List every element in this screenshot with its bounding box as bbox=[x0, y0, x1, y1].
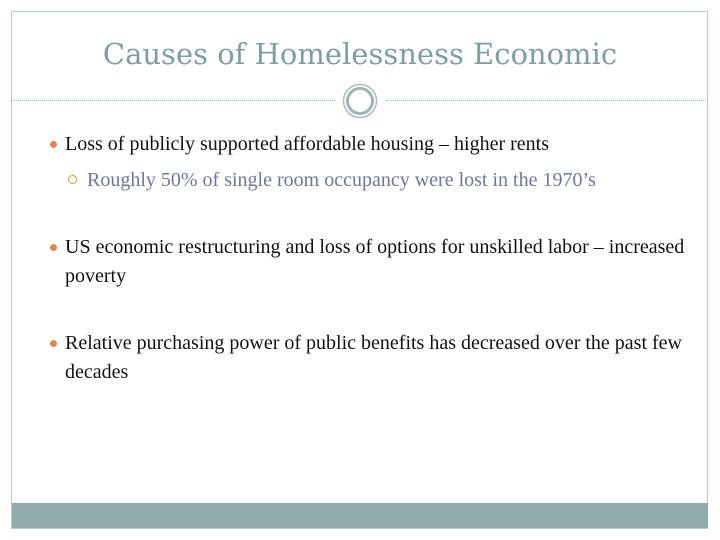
bullet-text: Loss of publicly supported affordable housing – higher rents bbox=[65, 133, 549, 155]
spacer bbox=[48, 195, 698, 233]
title-divider-right bbox=[386, 100, 708, 101]
bullet-dot-icon bbox=[50, 244, 57, 251]
sub-bullet-ring-icon bbox=[68, 175, 77, 184]
bullet-text: US economic restructuring and loss of options for unskilled labor – increased poverty bbox=[65, 236, 685, 287]
slide-title: Causes of Homelessness Economic bbox=[102, 37, 618, 71]
sub-bullet-item bbox=[68, 166, 698, 195]
slide-body bbox=[48, 130, 698, 387]
bullet-dot-icon bbox=[50, 141, 57, 148]
bullet-item bbox=[48, 233, 698, 291]
bullet-item bbox=[48, 329, 698, 387]
sub-bullet-text: Roughly 50% of single room occupancy were lost in the 1970’s bbox=[87, 169, 596, 191]
bullet-dot-icon bbox=[50, 340, 57, 347]
concentric-circle-ornament-icon bbox=[342, 83, 378, 119]
bullet-text: Relative purchasing power of public benefits has decreased over the past few decades bbox=[65, 332, 682, 383]
footer-bar bbox=[12, 503, 708, 528]
bullet-item bbox=[48, 130, 698, 159]
spacer bbox=[48, 291, 698, 329]
title-divider-left bbox=[12, 100, 335, 101]
